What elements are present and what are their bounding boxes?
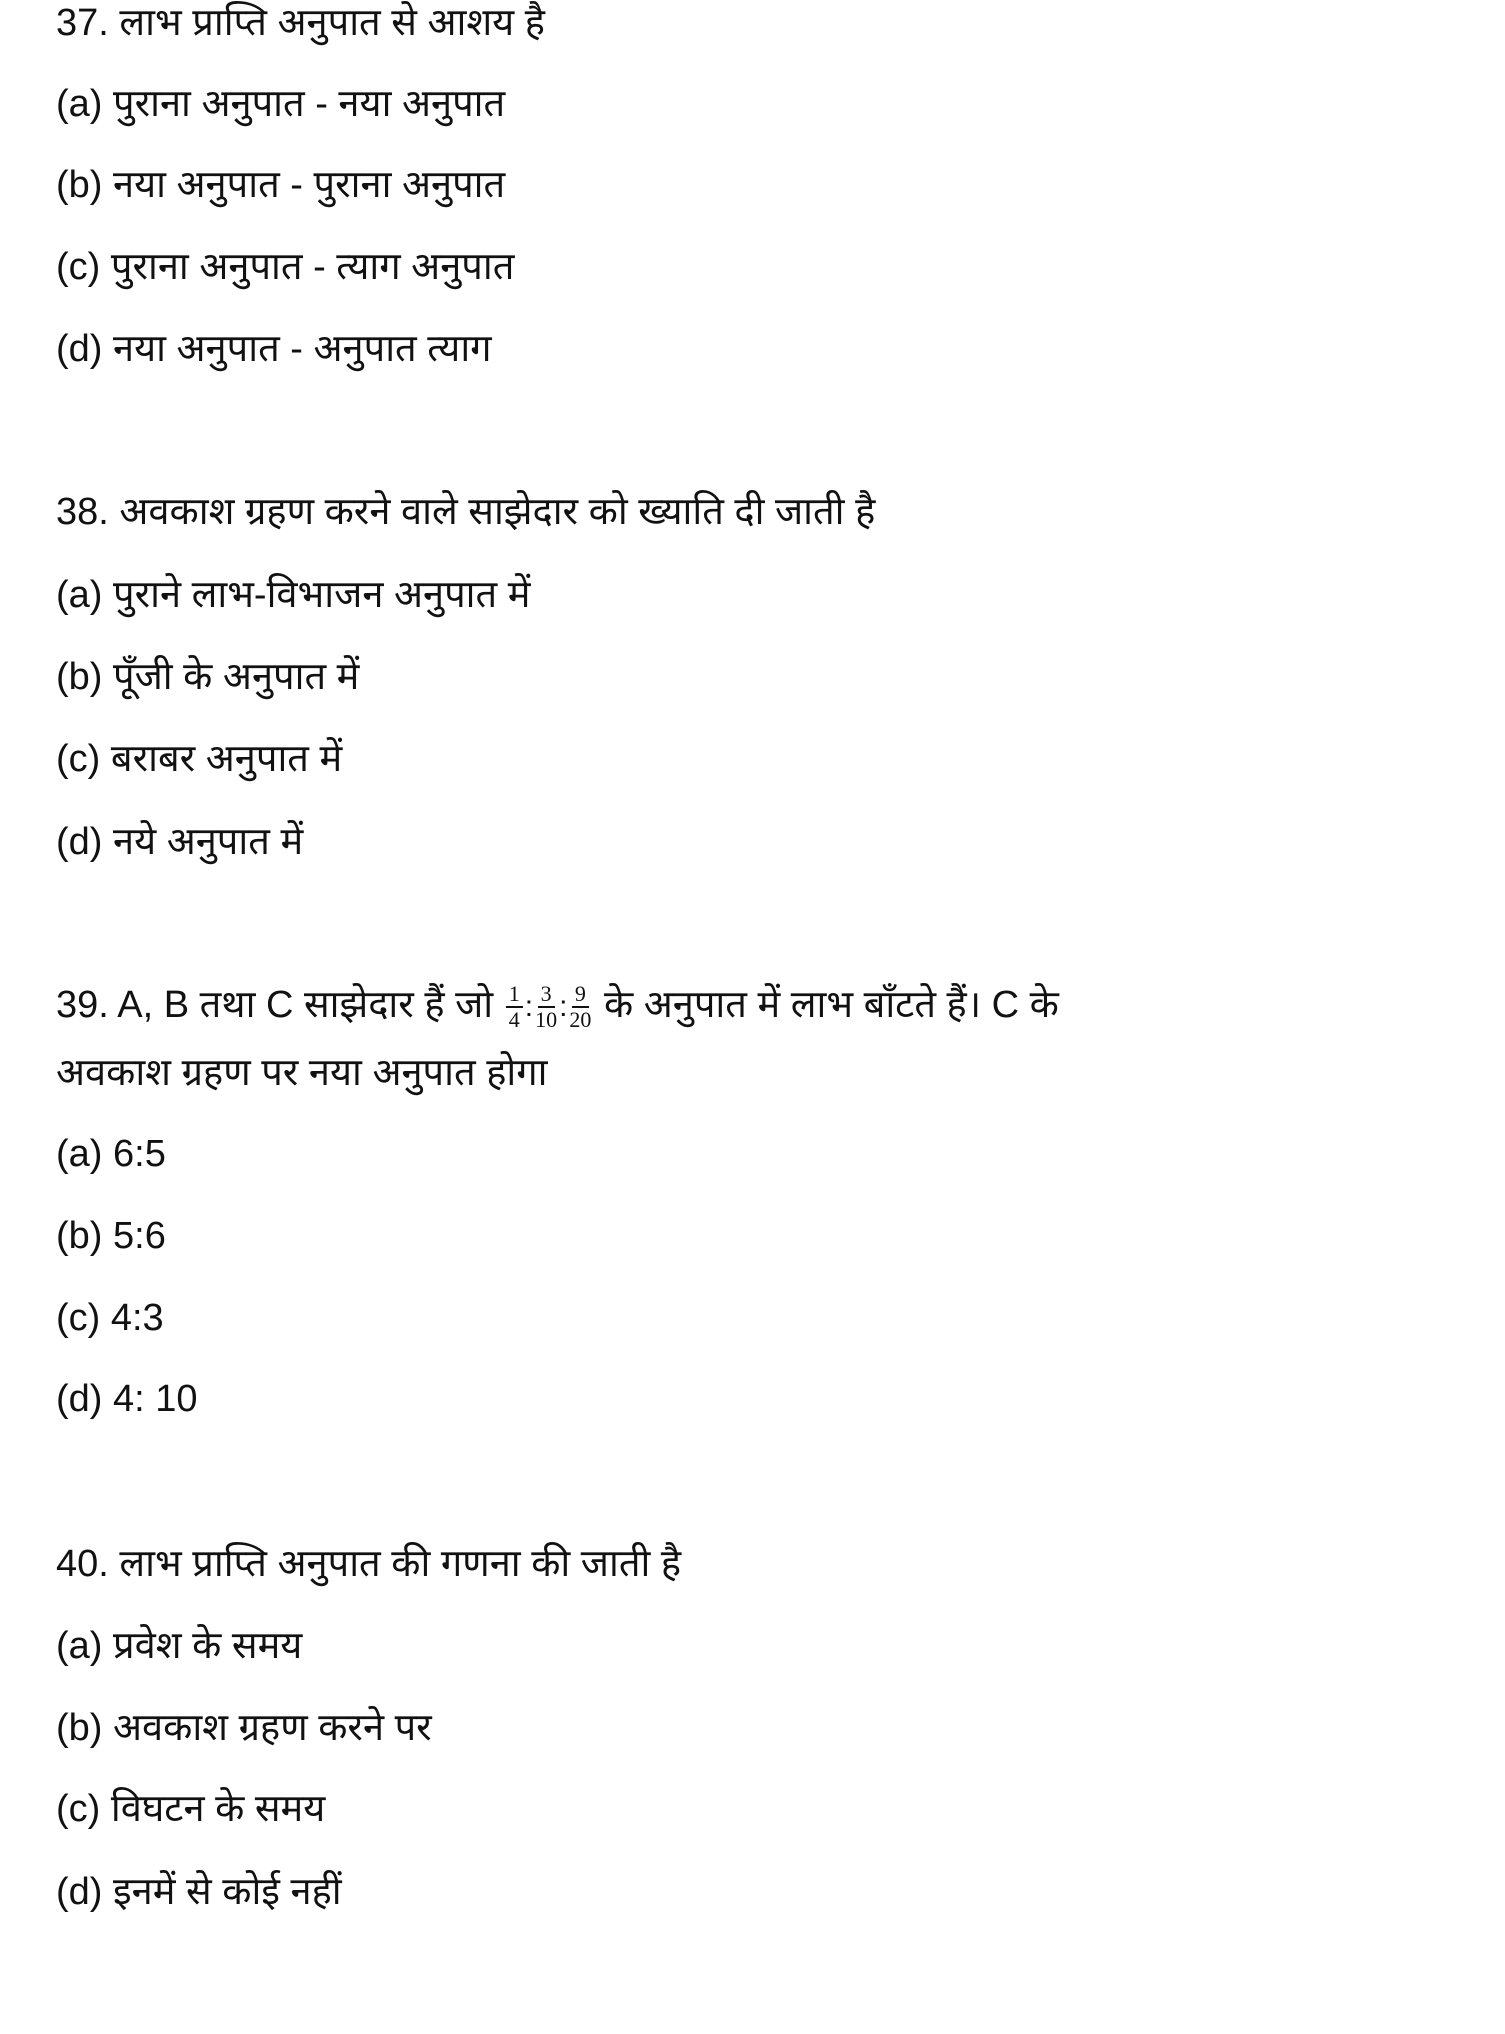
question-text: 40. लाभ प्राप्ति अनुपात की गणना की जाती है <box>56 1543 682 1585</box>
option-a: (a) पुराने लाभ-विभाजन अनुपात में <box>56 574 531 616</box>
option-a: (a) पुराना अनुपात - नया अनुपात <box>56 83 506 125</box>
option-b: (b) नया अनुपात - पुराना अनुपात <box>56 164 506 206</box>
question-text-line2: अवकाश ग्रहण पर नया अनुपात होगा <box>56 1052 548 1094</box>
ratio-separator: : <box>524 989 534 1023</box>
fraction-2 <box>535 982 557 1032</box>
option-b: (b) अवकाश ग्रहण करने पर <box>56 1707 432 1749</box>
numerator: 3 <box>538 982 555 1008</box>
option-b: (b) पूँजी के अनुपात में <box>56 656 360 698</box>
denominator: 10 <box>535 1006 558 1032</box>
option-d: (d) इनमें से कोई नहीं <box>56 1871 342 1913</box>
question-text: 38. अवकाश ग्रहण करने वाले साझेदार को ख्याति दी जाती है <box>56 491 876 533</box>
option-b: (b) 5:6 <box>56 1215 166 1257</box>
ratio-separator: : <box>559 989 568 1023</box>
option-d: (d) नया अनुपात - अनुपात त्याग <box>56 328 492 370</box>
option-a: (a) 6:5 <box>56 1133 166 1175</box>
option-c: (c) पुराना अनुपात - त्याग अनुपात <box>56 246 515 288</box>
question-text-end: के अनुपात में लाभ बाँटते हैं। C के <box>603 984 1059 1026</box>
question-text: 37. लाभ प्राप्ति अनुपात से आशय है <box>56 2 545 44</box>
option-d: (d) नये अनुपात में <box>56 821 304 863</box>
denominator: 20 <box>569 1006 592 1032</box>
option-c: (c) विघटन के समय <box>56 1788 326 1830</box>
numerator: 9 <box>572 982 589 1008</box>
question-text-line1 <box>56 980 1059 1032</box>
option-c: (c) 4:3 <box>56 1297 164 1339</box>
denominator: 4 <box>508 1006 520 1032</box>
option-c: (c) बराबर अनुपात में <box>56 738 343 780</box>
question-text-start: 39. A, B तथा C साझेदार हैं जो <box>56 984 494 1026</box>
option-d: (d) 4: 10 <box>56 1378 198 1420</box>
numerator: 1 <box>506 982 523 1008</box>
fraction-3 <box>569 982 591 1032</box>
fraction-1 <box>506 982 523 1032</box>
option-a: (a) प्रवेश के समय <box>56 1625 303 1667</box>
